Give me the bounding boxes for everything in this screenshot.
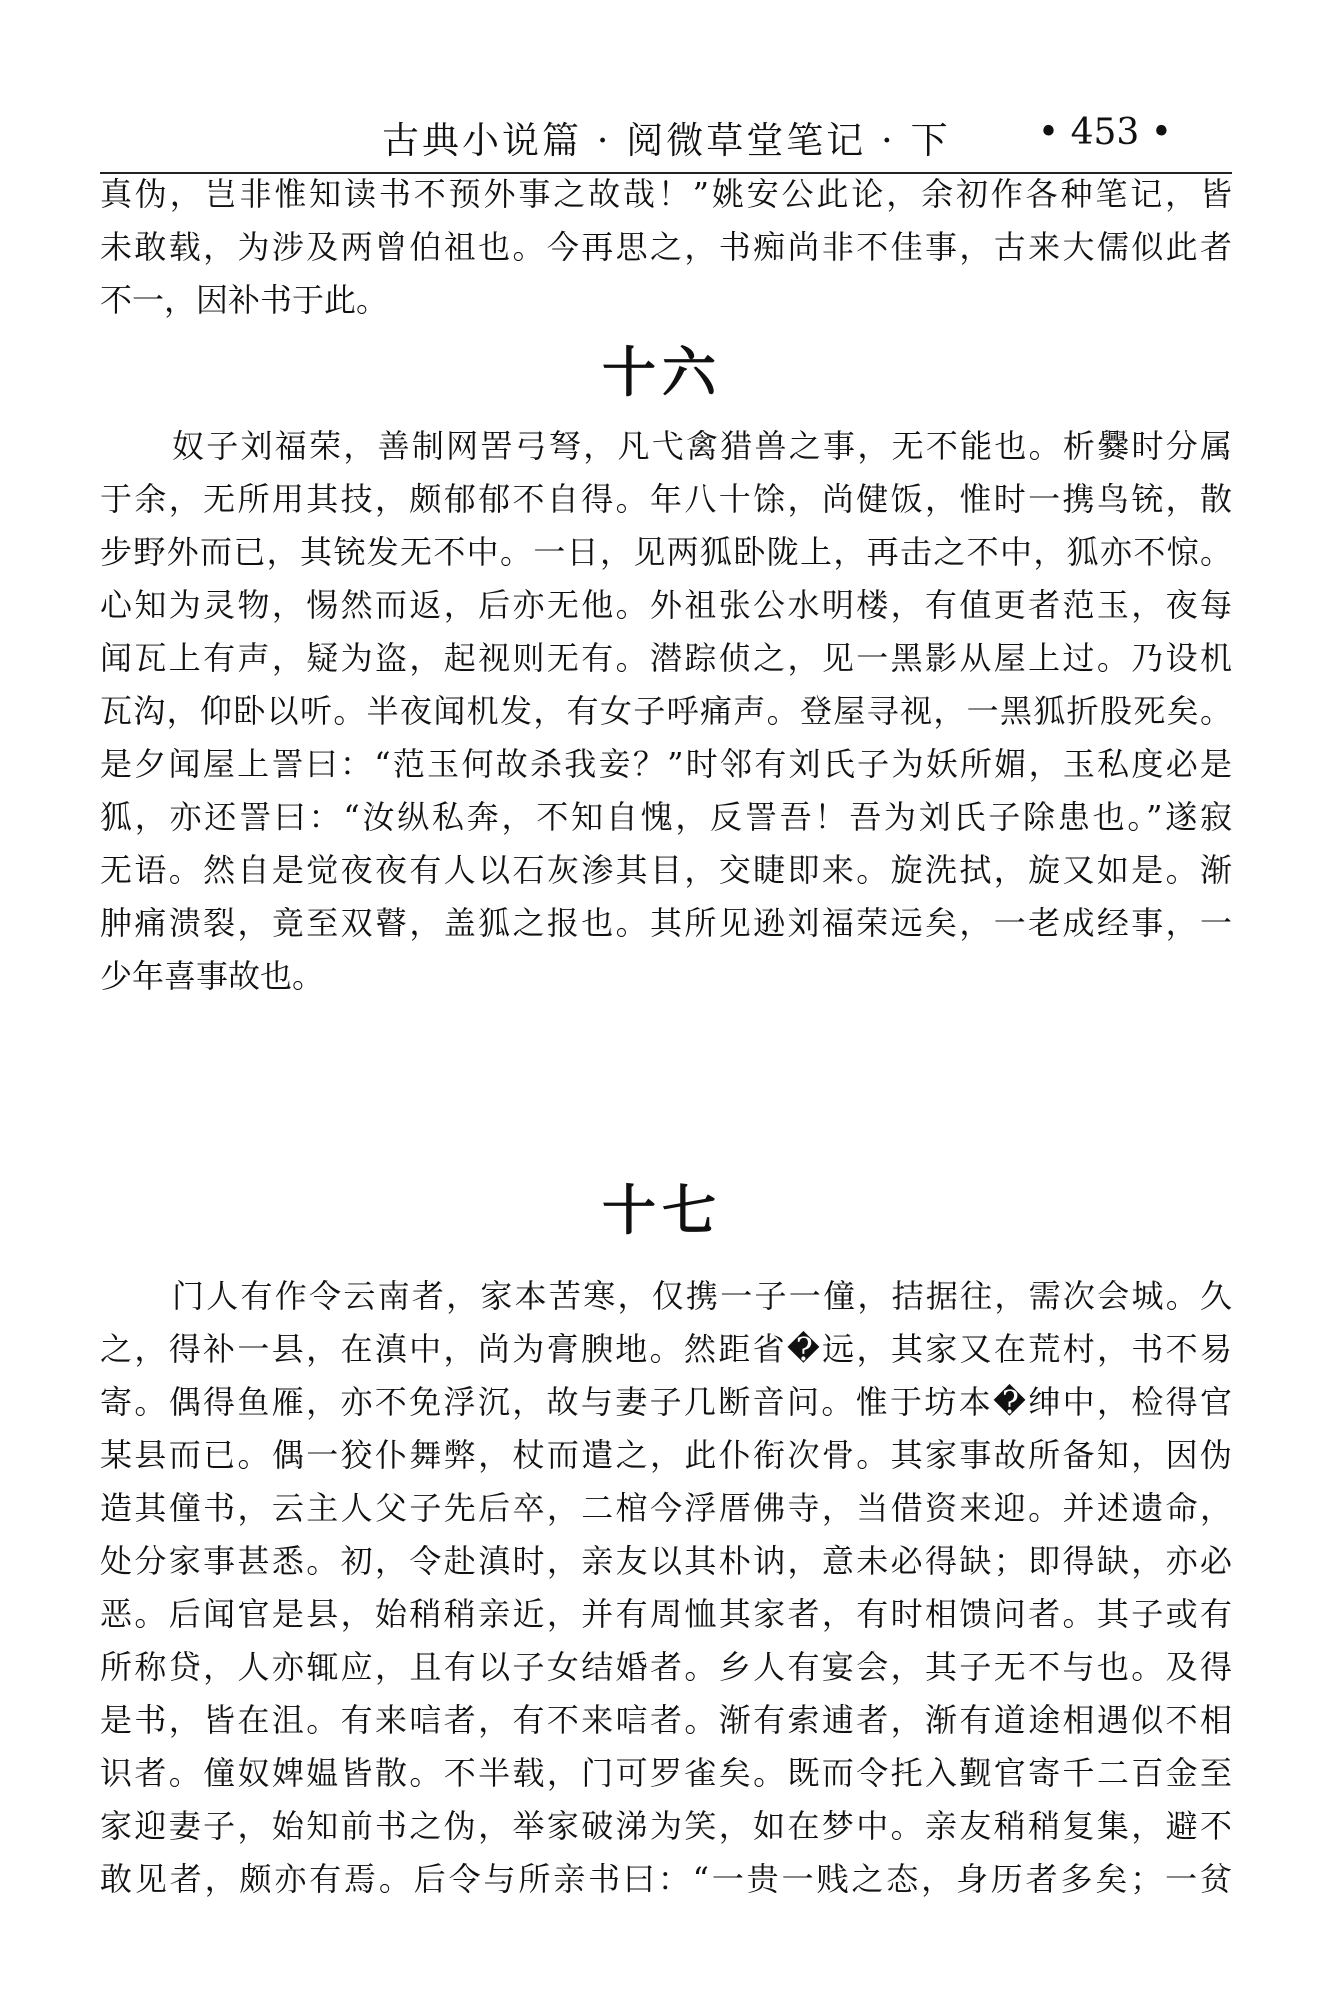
- text-line: 真伪，岂非惟知读书不预外事之故哉！”姚安公此论，余初作各种笔记，皆: [100, 175, 1232, 213]
- text-line: 识者。僮奴婢媪皆散。不半载，门可罗雀矣。既而令托入觐官寄千二百金至: [100, 1754, 1232, 1792]
- text-line: 肿痛溃裂，竟至双瞽，盖狐之报也。其所见逊刘福荣远矣，一老成经事，一: [100, 904, 1232, 942]
- text-line: 狐，亦还詈曰：“汝纵私奔，不知自愧，反詈吾！吾为刘氏子除患也。”遂寂: [100, 798, 1232, 836]
- text-line: 于余，无所用其技，颇郁郁不自得。年八十馀，尚健饭，惟时一携鸟铳，散: [100, 480, 1232, 518]
- text-line: 心知为灵物，惕然而返，后亦无他。外祖张公水明楼，有值更者范玉，夜每: [100, 586, 1232, 624]
- running-title: 古典小说篇 · 阅微草堂笔记 · 下: [382, 119, 951, 162]
- text-line: 恶。后闻官是县，始稍稍亲近，并有周恤其家者，有时相馈问者。其子或有: [100, 1595, 1232, 1633]
- text-line: 是夕闻屋上詈曰：“范玉何故杀我妾？”时邻有刘氏子为妖所媚，玉私度必是: [100, 745, 1232, 783]
- text-line: 所称贷，人亦辄应，且有以子女结婚者。乡人有宴会，其子无不与也。及得: [100, 1648, 1232, 1686]
- text-line: 之，得补一县，在滇中，尚为膏腴地。然距省�远，其家又在荒村，书不易: [100, 1330, 1232, 1368]
- text-line: 未敢载，为涉及两曾伯祖也。今再思之，书痴尚非不佳事，古来大儒似此者: [100, 228, 1232, 266]
- text-line: 步野外而已，其铳发无不中。一日，见两狐卧陇上，再击之不中，狐亦不惊。: [100, 533, 1232, 571]
- text-line: 闻瓦上有声，疑为盗，起视则无有。潜踪侦之，见一黑影从屋上过。乃设机: [100, 639, 1232, 677]
- text-line: 门人有作令云南者，家本苦寒，仅携一子一僮，拮据往，需次会城。久: [172, 1277, 1232, 1315]
- text-line: 无语。然自是觉夜夜有人以石灰渗其目，交睫即来。旋洗拭，旋又如是。渐: [100, 851, 1232, 889]
- text-line: 造其僮书，云主人父子先后卒，二棺今浮厝佛寺，当借资来迎。并述遗命，: [100, 1489, 1232, 1527]
- section-17-paragraph: [100, 1270, 1232, 1906]
- text-line: 不一，因补书于此。: [100, 281, 389, 319]
- text-line: 奴子刘福荣，善制网罟弓弩，凡弋禽猎兽之事，无不能也。析爨时分属: [172, 427, 1232, 465]
- text-line: 某县而已。偶一狡仆舞弊，杖而遣之，此仆衔次骨。其家事故所备知，因伪: [100, 1436, 1232, 1474]
- text-line: 家迎妻子，始知前书之伪，举家破涕为笑，如在梦中。亲友稍稍复集，避不: [100, 1807, 1232, 1845]
- section-16-paragraph: [100, 420, 1232, 1003]
- text-line: 处分家事甚悉。初，令赴滇时，亲友以其朴讷，意未必得缺；即得缺，亦必: [100, 1542, 1232, 1580]
- running-header: [100, 108, 1232, 174]
- text-line: 敢见者，颇亦有焉。后令与所亲书曰：“一贵一贱之态，身历者多矣；一贫: [100, 1860, 1232, 1898]
- text-line: 少年喜事故也。: [100, 957, 325, 995]
- text-line: 瓦沟，仰卧以听。半夜闻机发，有女子呼痛声。登屋寻视，一黑狐折股死矣。: [100, 692, 1232, 730]
- page-number: • 453 •: [1037, 112, 1172, 153]
- text-line: 寄。偶得鱼雁，亦不免浮沉，故与妻子几断音问。惟于坊本�绅中，检得官: [100, 1383, 1232, 1421]
- section-heading-16: 十六: [602, 341, 722, 404]
- intro-paragraph: [100, 168, 1232, 327]
- section-heading-17: 十七: [602, 1179, 722, 1242]
- text-line: 是书，皆在沮。有来唁者，有不来唁者。渐有索逋者，渐有道途相遇似不相: [100, 1701, 1232, 1739]
